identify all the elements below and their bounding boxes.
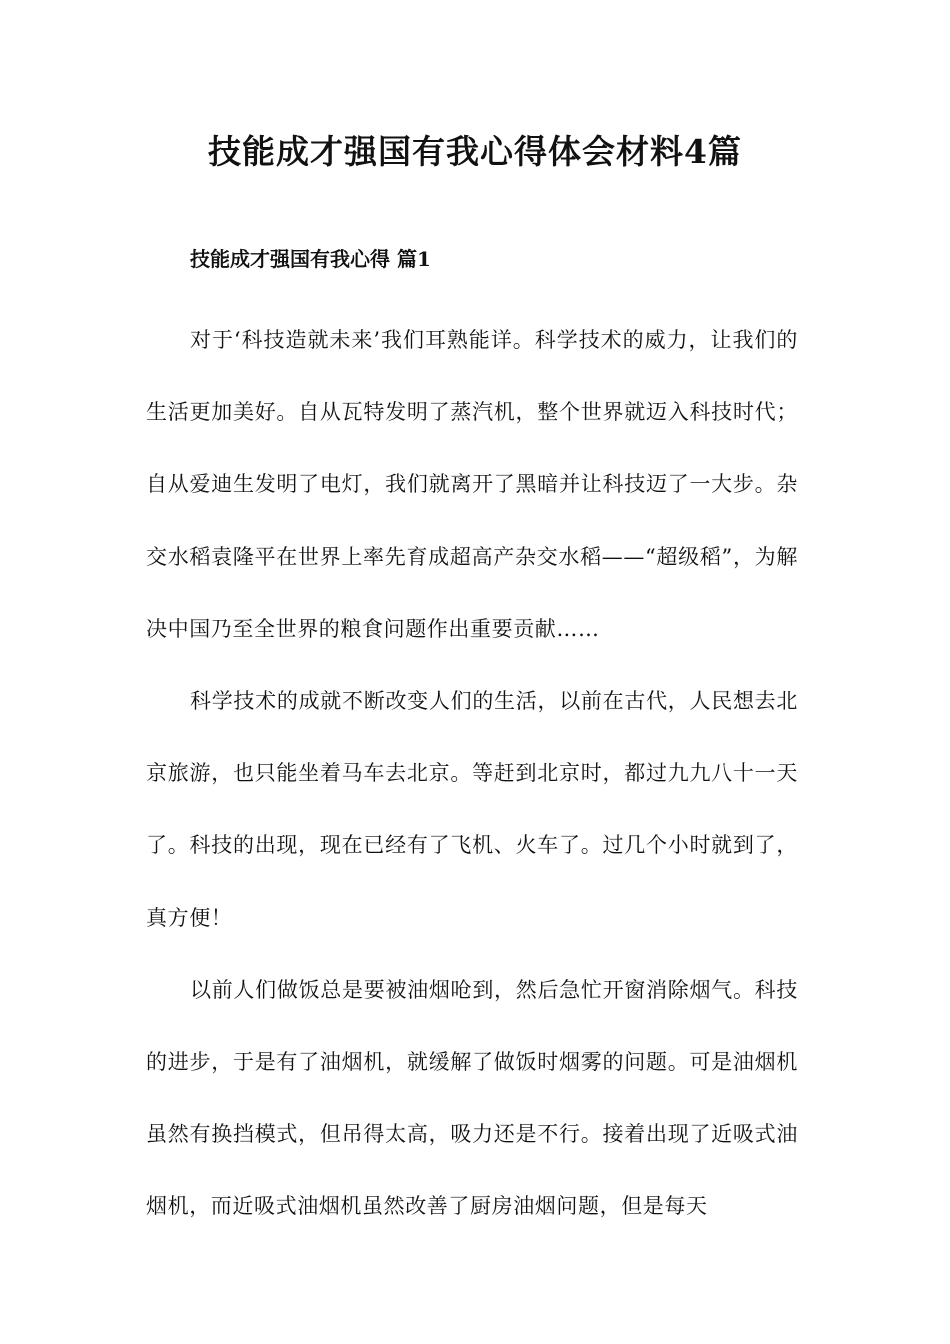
document-title: 技能成才强国有我心得体会材料4篇 [208,132,742,171]
paragraph-2: 科学技术的成就不断改变人们的生活，以前在古代，人民想去北京旅游，也只能坐着马车去北京。等赶到北京时，都过九九八十一天了。科技的出现，现在已经有了飞机、火车了。过几个小时就到了，真方便！ [146,689,798,930]
section-heading: 技能成才强国有我心得 篇1 [190,247,431,271]
paragraph-1: 对于‘科技造就未来’我们耳熟能详。科学技术的威力，让我们的生活更加美好。自从瓦特发明了蒸汽机，整个世界就迈入科技时代；自从爱迪生发明了电灯，我们就离开了黑暗并让科技迈了一大步。杂交水稻袁隆平在世界上率先育成超高产杂交水稻——“超级稻”，为解决中国乃至全世界的粮食问题作出重要贡献…… [146,328,798,641]
paragraph-3: 以前人们做饭总是要被油烟呛到，然后急忙开窗消除烟气。科技的进步，于是有了油烟机，就缓解了做饭时烟雾的问题。可是油烟机虽然有换挡模式，但吊得太高，吸力还是不行。接着出现了近吸式油烟机，而近吸式油烟机虽然改善了厨房油烟问题，但是每天 [146,977,798,1219]
document-body [146,304,798,1243]
